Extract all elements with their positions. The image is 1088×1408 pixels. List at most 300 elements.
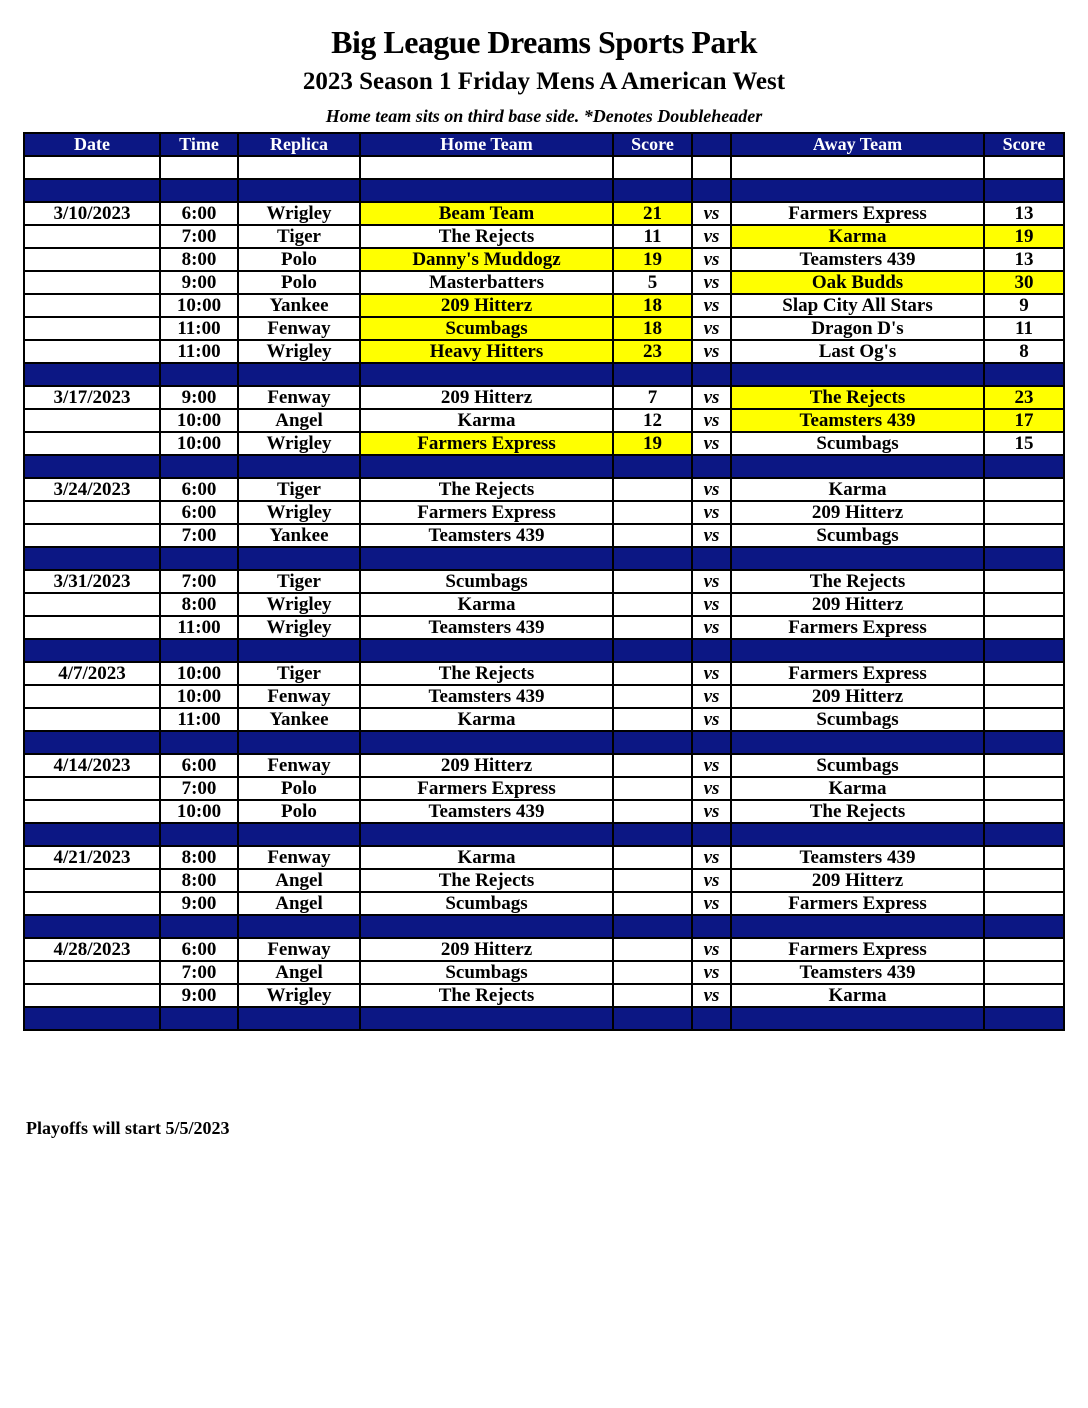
empty-cell	[360, 547, 613, 570]
replica-cell: Yankee	[238, 294, 360, 317]
home-score-cell	[613, 869, 692, 892]
away-team-cell: Karma	[731, 777, 984, 800]
home-team-cell: The Rejects	[360, 478, 613, 501]
empty-cell	[613, 547, 692, 570]
table-row	[24, 754, 1064, 777]
home-team-cell: The Rejects	[360, 225, 613, 248]
table-row	[24, 248, 1064, 271]
away-score-cell: 11	[984, 317, 1064, 340]
time-cell: 6:00	[160, 202, 238, 225]
empty-cell	[984, 179, 1064, 202]
replica-cell: Fenway	[238, 685, 360, 708]
empty-cell	[24, 156, 160, 179]
date-cell	[24, 409, 160, 432]
vs-cell: vs	[692, 248, 731, 271]
vs-cell: vs	[692, 386, 731, 409]
replica-cell: Wrigley	[238, 984, 360, 1007]
home-score-cell: 11	[613, 225, 692, 248]
schedule-body	[24, 156, 1064, 1030]
time-cell: 11:00	[160, 317, 238, 340]
vs-cell: vs	[692, 501, 731, 524]
empty-cell	[731, 179, 984, 202]
vs-cell: vs	[692, 524, 731, 547]
home-team-cell: Scumbags	[360, 961, 613, 984]
empty-cell	[238, 179, 360, 202]
away-team-cell: Karma	[731, 478, 984, 501]
time-cell: 8:00	[160, 869, 238, 892]
replica-cell: Tiger	[238, 225, 360, 248]
time-cell: 11:00	[160, 708, 238, 731]
empty-cell	[731, 915, 984, 938]
time-cell: 10:00	[160, 294, 238, 317]
home-score-cell	[613, 984, 692, 1007]
away-team-cell: Teamsters 439	[731, 409, 984, 432]
away-score-cell	[984, 938, 1064, 961]
replica-cell: Polo	[238, 271, 360, 294]
home-score-cell: 12	[613, 409, 692, 432]
table-row	[24, 294, 1064, 317]
home-score-cell: 19	[613, 248, 692, 271]
empty-cell	[984, 823, 1064, 846]
away-team-cell: Farmers Express	[731, 892, 984, 915]
table-row	[24, 938, 1064, 961]
home-score-cell	[613, 961, 692, 984]
empty-cell	[731, 1007, 984, 1030]
time-cell: 9:00	[160, 984, 238, 1007]
replica-cell: Fenway	[238, 317, 360, 340]
table-row	[24, 409, 1064, 432]
away-score-cell	[984, 846, 1064, 869]
time-cell: 11:00	[160, 340, 238, 363]
header-row	[24, 133, 1064, 156]
home-score-cell	[613, 685, 692, 708]
home-team-cell: Masterbatters	[360, 271, 613, 294]
page-subtitle: 2023 Season 1 Friday Mens A American West	[302, 68, 786, 95]
empty-cell	[160, 1007, 238, 1030]
home-team-cell: Teamsters 439	[360, 685, 613, 708]
col-header-home-team: Home Team	[360, 133, 613, 156]
home-score-cell	[613, 892, 692, 915]
col-header-time: Time	[160, 133, 238, 156]
empty-cell	[360, 639, 613, 662]
away-team-cell: Farmers Express	[731, 662, 984, 685]
date-cell	[24, 869, 160, 892]
home-score-cell: 19	[613, 432, 692, 455]
home-score-cell: 18	[613, 317, 692, 340]
date-cell: 3/17/2023	[24, 386, 160, 409]
home-score-cell: 23	[613, 340, 692, 363]
home-team-cell: 209 Hitterz	[360, 754, 613, 777]
vs-cell: vs	[692, 432, 731, 455]
time-cell: 10:00	[160, 662, 238, 685]
home-team-cell: Teamsters 439	[360, 616, 613, 639]
away-score-cell: 23	[984, 386, 1064, 409]
home-score-cell	[613, 938, 692, 961]
vs-cell: vs	[692, 800, 731, 823]
vs-cell: vs	[692, 294, 731, 317]
home-team-cell: Farmers Express	[360, 501, 613, 524]
empty-cell	[731, 156, 984, 179]
empty-cell	[24, 363, 160, 386]
empty-cell	[160, 156, 238, 179]
away-score-cell: 17	[984, 409, 1064, 432]
empty-cell	[24, 915, 160, 938]
home-team-cell: The Rejects	[360, 984, 613, 1007]
away-score-cell	[984, 524, 1064, 547]
empty-cell	[984, 455, 1064, 478]
empty-cell	[360, 363, 613, 386]
home-team-cell: Karma	[360, 593, 613, 616]
date-cell	[24, 777, 160, 800]
empty-cell	[692, 455, 731, 478]
separator-row	[24, 731, 1064, 754]
away-team-cell: Teamsters 439	[731, 846, 984, 869]
away-team-cell: 209 Hitterz	[731, 593, 984, 616]
away-score-cell	[984, 777, 1064, 800]
away-team-cell: Scumbags	[731, 754, 984, 777]
replica-cell: Yankee	[238, 524, 360, 547]
date-cell	[24, 294, 160, 317]
replica-cell: Polo	[238, 248, 360, 271]
schedule-header	[24, 133, 1064, 156]
home-score-cell	[613, 662, 692, 685]
vs-cell: vs	[692, 846, 731, 869]
empty-cell	[984, 547, 1064, 570]
replica-cell: Yankee	[238, 708, 360, 731]
vs-cell: vs	[692, 708, 731, 731]
empty-cell	[692, 915, 731, 938]
empty-cell	[984, 1007, 1064, 1030]
away-team-cell: Teamsters 439	[731, 248, 984, 271]
away-score-cell	[984, 616, 1064, 639]
date-cell: 3/10/2023	[24, 202, 160, 225]
away-score-cell	[984, 869, 1064, 892]
header-note: Home team sits on third base side. *Denotes Doubleheader	[325, 106, 763, 126]
away-score-cell	[984, 984, 1064, 1007]
table-row	[24, 869, 1064, 892]
col-header-date: Date	[24, 133, 160, 156]
vs-cell: vs	[692, 961, 731, 984]
empty-cell	[692, 823, 731, 846]
empty-cell	[613, 1007, 692, 1030]
time-cell: 6:00	[160, 938, 238, 961]
home-team-cell: Teamsters 439	[360, 524, 613, 547]
table-row	[24, 662, 1064, 685]
table-row	[24, 593, 1064, 616]
replica-cell: Wrigley	[238, 593, 360, 616]
date-cell	[24, 524, 160, 547]
home-team-cell: Scumbags	[360, 570, 613, 593]
date-cell	[24, 593, 160, 616]
time-cell: 8:00	[160, 248, 238, 271]
empty-cell	[360, 455, 613, 478]
table-row	[24, 317, 1064, 340]
replica-cell: Polo	[238, 777, 360, 800]
empty-cell	[613, 455, 692, 478]
table-row	[24, 984, 1064, 1007]
empty-cell	[613, 179, 692, 202]
table-row	[24, 892, 1064, 915]
vs-cell: vs	[692, 616, 731, 639]
date-cell	[24, 271, 160, 294]
empty-cell	[984, 915, 1064, 938]
home-team-cell: The Rejects	[360, 869, 613, 892]
away-score-cell: 15	[984, 432, 1064, 455]
empty-cell	[160, 547, 238, 570]
away-team-cell: Scumbags	[731, 524, 984, 547]
col-header-home-score: Score	[613, 133, 692, 156]
replica-cell: Tiger	[238, 478, 360, 501]
date-cell	[24, 984, 160, 1007]
empty-cell	[692, 731, 731, 754]
away-team-cell: Last Og's	[731, 340, 984, 363]
table-row	[24, 685, 1064, 708]
table-row	[24, 616, 1064, 639]
time-cell: 8:00	[160, 593, 238, 616]
empty-cell	[24, 1007, 160, 1030]
table-row	[24, 777, 1064, 800]
table-row	[24, 432, 1064, 455]
vs-cell: vs	[692, 869, 731, 892]
empty-cell	[238, 1007, 360, 1030]
away-score-cell	[984, 961, 1064, 984]
home-score-cell: 18	[613, 294, 692, 317]
replica-cell: Wrigley	[238, 432, 360, 455]
home-team-cell: 209 Hitterz	[360, 938, 613, 961]
away-team-cell: The Rejects	[731, 570, 984, 593]
replica-cell: Angel	[238, 869, 360, 892]
away-score-cell	[984, 662, 1064, 685]
page-title: Big League Dreams Sports Park	[331, 24, 757, 60]
vs-cell: vs	[692, 892, 731, 915]
date-cell: 4/28/2023	[24, 938, 160, 961]
date-cell	[24, 340, 160, 363]
away-team-cell: Farmers Express	[731, 938, 984, 961]
vs-cell: vs	[692, 570, 731, 593]
table-row	[24, 524, 1064, 547]
date-cell	[24, 501, 160, 524]
empty-cell	[238, 731, 360, 754]
home-team-cell: The Rejects	[360, 662, 613, 685]
table-row	[24, 386, 1064, 409]
table-row	[24, 202, 1064, 225]
empty-cell	[731, 547, 984, 570]
empty-cell	[984, 156, 1064, 179]
away-team-cell: Farmers Express	[731, 616, 984, 639]
replica-cell: Wrigley	[238, 501, 360, 524]
date-cell: 4/21/2023	[24, 846, 160, 869]
empty-cell	[238, 547, 360, 570]
date-cell	[24, 432, 160, 455]
away-team-cell: The Rejects	[731, 386, 984, 409]
empty-cell	[238, 639, 360, 662]
vs-cell: vs	[692, 478, 731, 501]
col-header-away-team: Away Team	[731, 133, 984, 156]
empty-cell	[613, 823, 692, 846]
replica-cell: Polo	[238, 800, 360, 823]
replica-cell: Wrigley	[238, 340, 360, 363]
separator-row	[24, 363, 1064, 386]
away-team-cell: 209 Hitterz	[731, 685, 984, 708]
home-team-cell: 209 Hitterz	[360, 386, 613, 409]
empty-cell	[360, 823, 613, 846]
separator-row	[24, 179, 1064, 202]
time-cell: 10:00	[160, 800, 238, 823]
time-cell: 10:00	[160, 432, 238, 455]
empty-cell	[24, 639, 160, 662]
date-cell	[24, 616, 160, 639]
away-score-cell	[984, 570, 1064, 593]
table-row	[24, 478, 1064, 501]
empty-cell	[360, 179, 613, 202]
empty-cell	[692, 156, 731, 179]
time-cell: 9:00	[160, 386, 238, 409]
replica-cell: Wrigley	[238, 202, 360, 225]
empty-cell	[731, 731, 984, 754]
home-team-cell: Scumbags	[360, 892, 613, 915]
empty-cell	[24, 731, 160, 754]
time-cell: 9:00	[160, 892, 238, 915]
replica-cell: Fenway	[238, 938, 360, 961]
home-team-cell: Farmers Express	[360, 777, 613, 800]
home-score-cell	[613, 846, 692, 869]
vs-cell: vs	[692, 340, 731, 363]
replica-cell: Tiger	[238, 570, 360, 593]
home-score-cell	[613, 570, 692, 593]
empty-cell	[360, 915, 613, 938]
empty-cell	[238, 915, 360, 938]
empty-cell	[238, 363, 360, 386]
empty-cell	[238, 455, 360, 478]
time-cell: 7:00	[160, 225, 238, 248]
table-row	[24, 225, 1064, 248]
empty-cell	[24, 823, 160, 846]
schedule-table	[23, 132, 1065, 1031]
home-score-cell	[613, 754, 692, 777]
empty-cell	[692, 363, 731, 386]
col-header-replica: Replica	[238, 133, 360, 156]
replica-cell: Angel	[238, 409, 360, 432]
empty-cell	[692, 179, 731, 202]
separator-row	[24, 915, 1064, 938]
away-team-cell: Scumbags	[731, 708, 984, 731]
home-score-cell	[613, 800, 692, 823]
date-cell	[24, 248, 160, 271]
date-cell	[24, 892, 160, 915]
away-score-cell	[984, 478, 1064, 501]
vs-cell: vs	[692, 685, 731, 708]
time-cell: 7:00	[160, 777, 238, 800]
away-team-cell: 209 Hitterz	[731, 869, 984, 892]
away-score-cell	[984, 685, 1064, 708]
vs-cell: vs	[692, 593, 731, 616]
home-score-cell	[613, 478, 692, 501]
empty-cell	[160, 455, 238, 478]
table-row	[24, 501, 1064, 524]
empty-cell	[613, 363, 692, 386]
table-row	[24, 846, 1064, 869]
empty-cell	[613, 731, 692, 754]
home-score-cell	[613, 708, 692, 731]
separator-row	[24, 547, 1064, 570]
empty-cell	[731, 823, 984, 846]
vs-cell: vs	[692, 777, 731, 800]
empty-cell	[984, 639, 1064, 662]
empty-cell	[984, 363, 1064, 386]
home-score-cell: 5	[613, 271, 692, 294]
home-score-cell: 21	[613, 202, 692, 225]
home-team-cell: Karma	[360, 708, 613, 731]
home-team-cell: Heavy Hitters	[360, 340, 613, 363]
away-score-cell	[984, 501, 1064, 524]
date-cell: 4/14/2023	[24, 754, 160, 777]
vs-cell: vs	[692, 317, 731, 340]
empty-cell	[692, 547, 731, 570]
away-team-cell: Oak Budds	[731, 271, 984, 294]
away-score-cell	[984, 593, 1064, 616]
date-cell	[24, 317, 160, 340]
away-score-cell	[984, 708, 1064, 731]
vs-cell: vs	[692, 409, 731, 432]
empty-cell	[160, 731, 238, 754]
away-team-cell: Karma	[731, 984, 984, 1007]
empty-cell	[731, 363, 984, 386]
home-team-cell: Karma	[360, 846, 613, 869]
home-team-cell: Farmers Express	[360, 432, 613, 455]
home-team-cell: Teamsters 439	[360, 800, 613, 823]
empty-cell	[692, 639, 731, 662]
time-cell: 10:00	[160, 685, 238, 708]
date-cell	[24, 708, 160, 731]
time-cell: 7:00	[160, 570, 238, 593]
time-cell: 7:00	[160, 524, 238, 547]
away-score-cell: 9	[984, 294, 1064, 317]
table-row	[24, 570, 1064, 593]
away-team-cell: Karma	[731, 225, 984, 248]
home-team-cell: 209 Hitterz	[360, 294, 613, 317]
empty-cell	[613, 639, 692, 662]
home-score-cell	[613, 777, 692, 800]
empty-cell	[360, 156, 613, 179]
empty-cell	[731, 455, 984, 478]
replica-cell: Fenway	[238, 386, 360, 409]
table-row	[24, 800, 1064, 823]
table-row	[24, 340, 1064, 363]
table-row	[24, 961, 1064, 984]
away-score-cell: 30	[984, 271, 1064, 294]
away-score-cell	[984, 892, 1064, 915]
date-cell	[24, 800, 160, 823]
away-score-cell: 13	[984, 202, 1064, 225]
time-cell: 10:00	[160, 409, 238, 432]
home-team-cell: Scumbags	[360, 317, 613, 340]
separator-row	[24, 1007, 1064, 1030]
away-score-cell: 19	[984, 225, 1064, 248]
empty-cell	[160, 915, 238, 938]
empty-cell	[360, 1007, 613, 1030]
home-score-cell: 7	[613, 386, 692, 409]
vs-cell: vs	[692, 938, 731, 961]
away-score-cell	[984, 800, 1064, 823]
away-score-cell: 13	[984, 248, 1064, 271]
away-team-cell: Dragon D's	[731, 317, 984, 340]
date-cell: 3/31/2023	[24, 570, 160, 593]
home-team-cell: Karma	[360, 409, 613, 432]
away-team-cell: Slap City All Stars	[731, 294, 984, 317]
vs-cell: vs	[692, 754, 731, 777]
replica-cell: Fenway	[238, 754, 360, 777]
empty-cell	[613, 915, 692, 938]
